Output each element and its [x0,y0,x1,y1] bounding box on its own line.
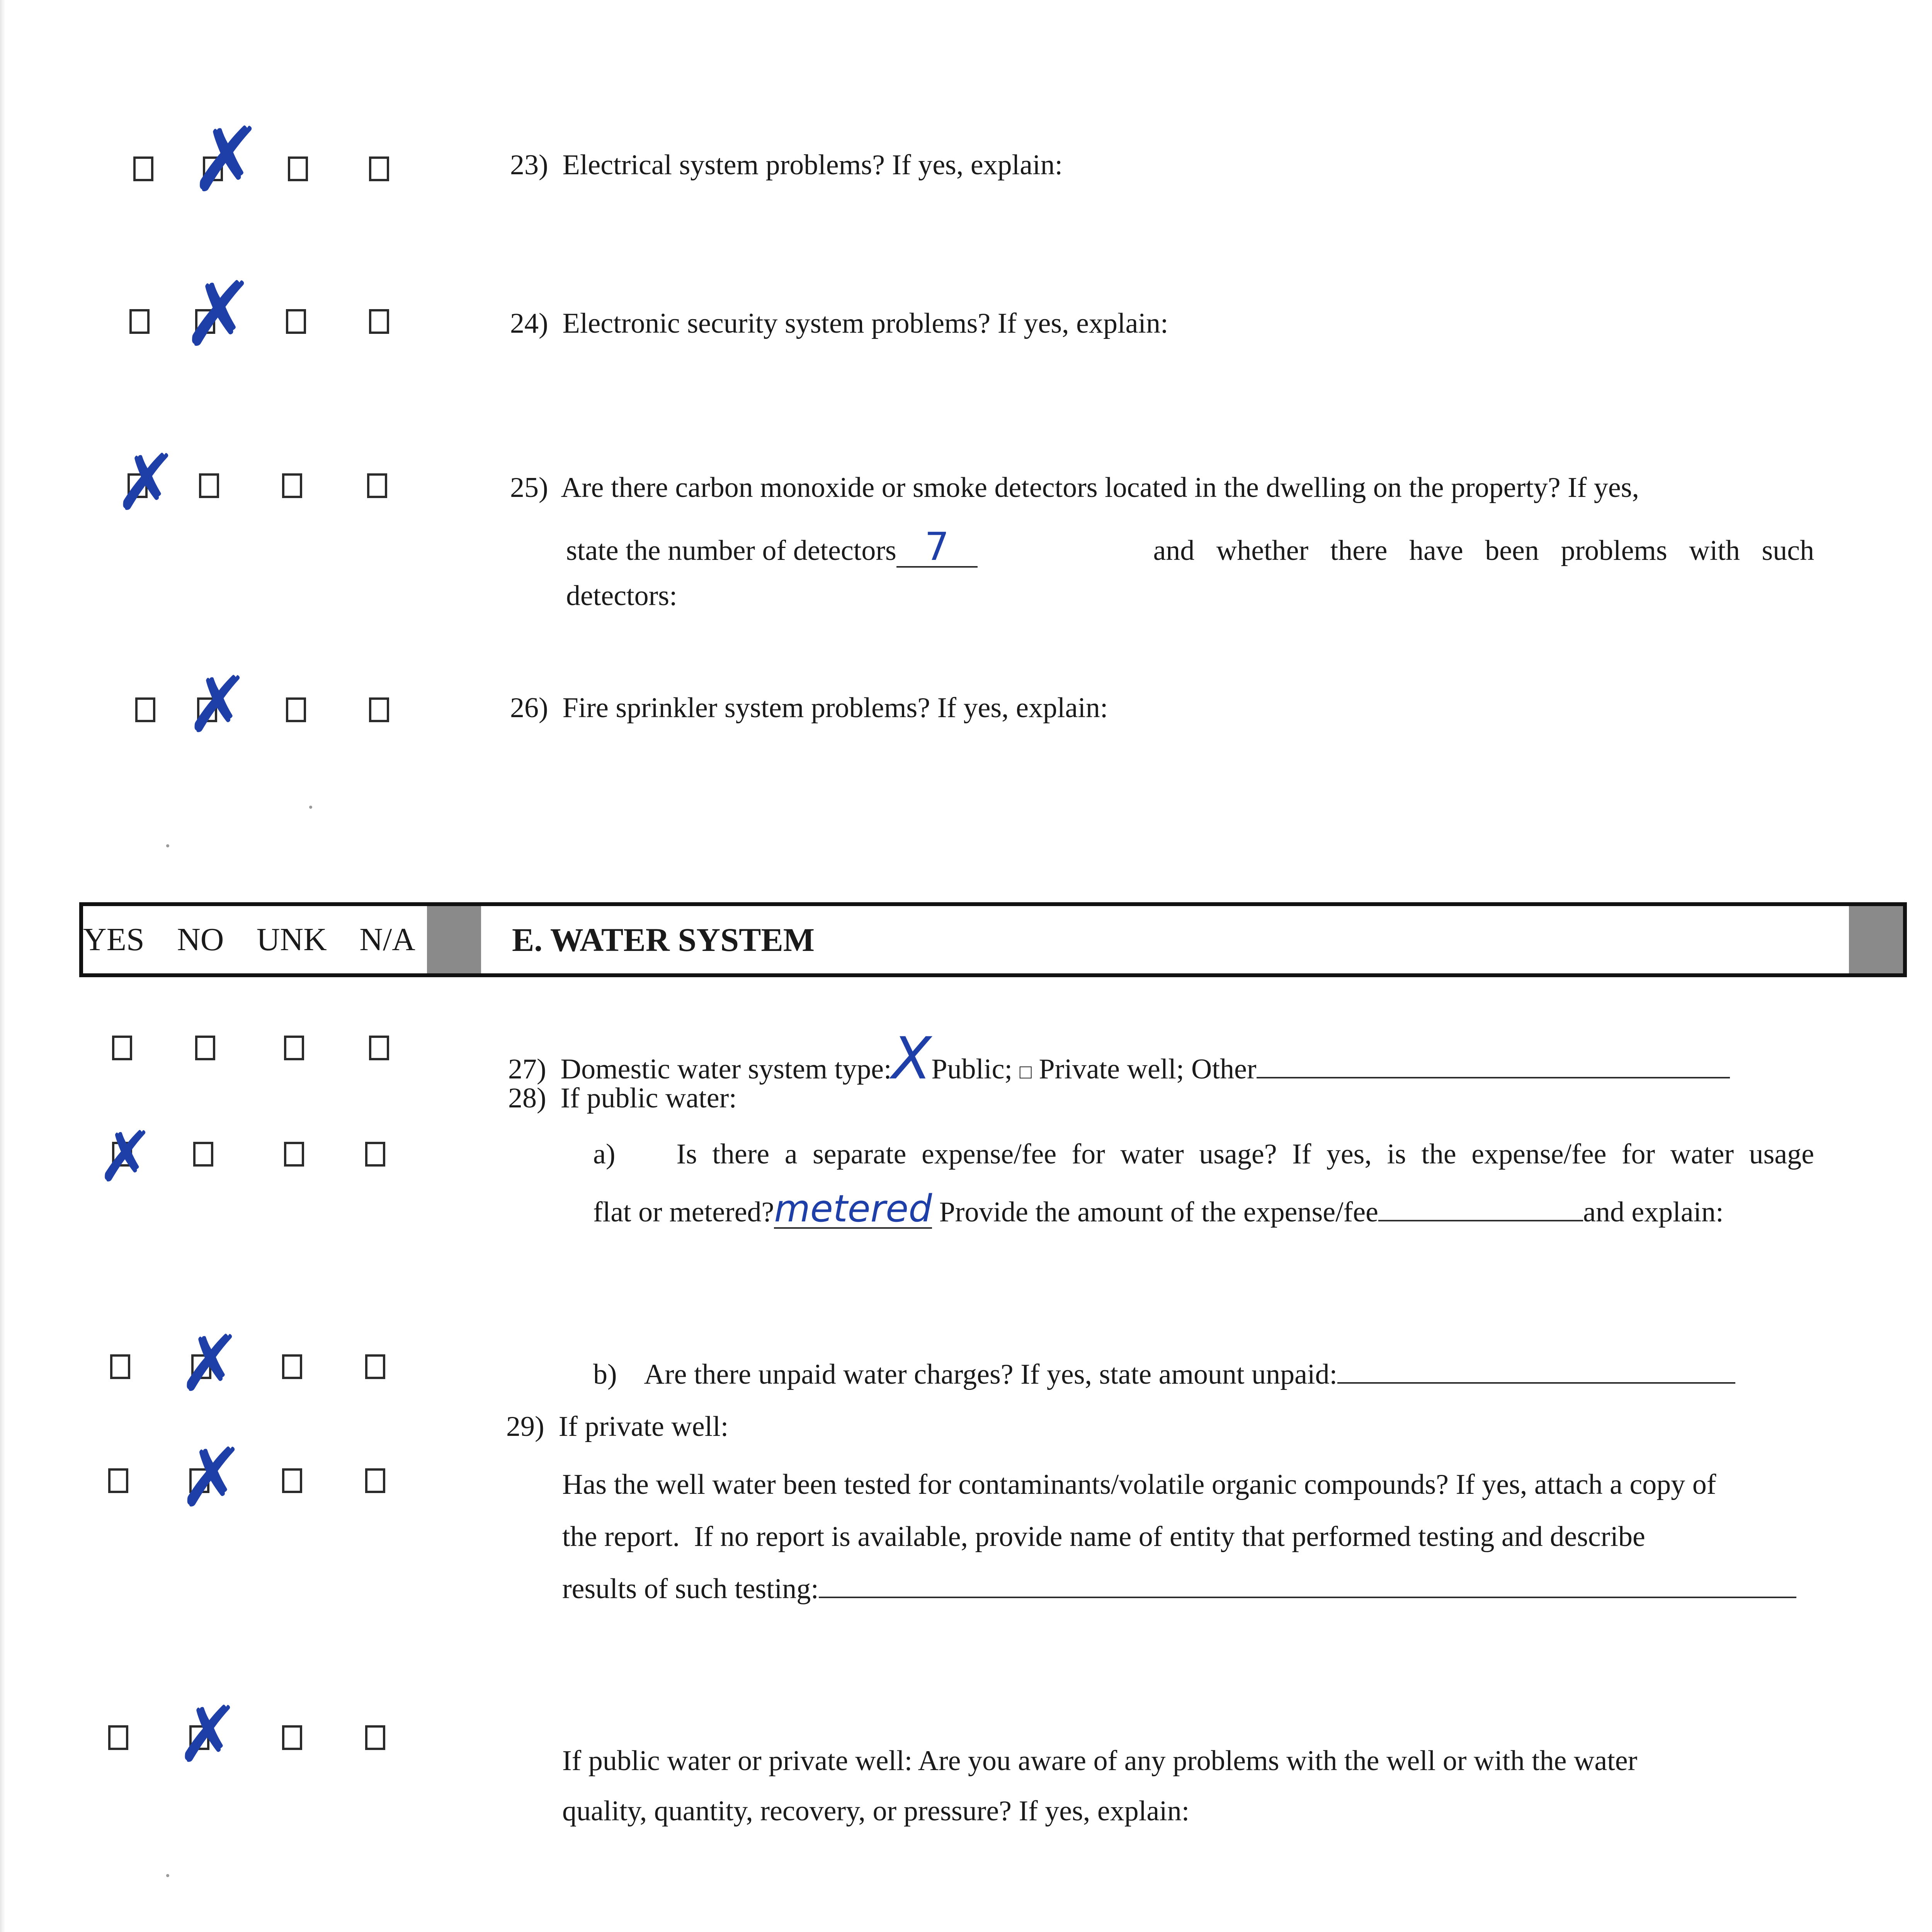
section-title: E. WATER SYSTEM [512,921,815,958]
column-header-unk: UNK [256,922,327,957]
checkbox-unk[interactable] [286,697,306,722]
checkbox-unk[interactable] [286,309,306,334]
check-mark: ✗ [114,438,179,528]
question-27-text [508,1025,1730,1092]
checkbox-unk[interactable] [282,1354,302,1379]
question-29-text: 29) If private well: [506,1411,729,1442]
checkbox-na[interactable] [369,1036,389,1060]
checkbox-na[interactable] [367,473,387,498]
checkbox-unk[interactable] [282,1725,302,1750]
checkbox-yes[interactable] [135,697,155,722]
checkbox-unk[interactable] [284,1036,304,1060]
header-shade-block [1849,906,1903,973]
checkbox-unk[interactable] [288,156,308,181]
scan-speck [309,806,312,809]
column-header-yes: YES [83,922,145,957]
checkbox-yes[interactable] [133,156,153,181]
detector-count-label: state the number of detectors [566,535,896,566]
checkbox-unk[interactable] [284,1142,304,1167]
question-29-line-3 [562,1575,1796,1603]
detector-count-answer: 7 [924,524,949,569]
flat-or-metered-blank[interactable] [774,1187,932,1230]
check-mark: ✗ [97,1117,155,1197]
answer-column-headers [83,906,423,973]
private-well-option-label: Private well; Other [1039,1053,1257,1085]
question-29-line-2: the report. If no report is available, provide name of entity that performed testing and describe [562,1521,1645,1553]
header-shade-block [427,906,481,973]
explain-label: and explain: [1583,1196,1724,1228]
checkbox-na[interactable] [365,1354,385,1379]
unpaid-amount-blank[interactable] [1337,1382,1735,1384]
check-mark: ✗ [176,1690,241,1780]
flat-or-metered-answer: metered [774,1187,932,1230]
expense-amount-label: Provide the amount of the expense/fee [939,1196,1378,1228]
checkbox-yes[interactable] [108,1468,128,1493]
detector-count-blank[interactable] [896,524,978,569]
checkbox-na[interactable] [365,1725,385,1750]
question-25-line-2 [566,524,1814,569]
question-24-text: 24) Electronic security system problems? If yes, explain: [510,308,1168,339]
question-28a-line-2 [593,1187,1724,1230]
checkbox-yes[interactable] [108,1725,128,1750]
checkbox-na[interactable] [365,1142,385,1167]
question-28-text: 28) If public water: [508,1082,737,1114]
section-header-water-system [79,902,1907,977]
scan-speck [166,844,169,847]
checkbox-no[interactable] [199,473,219,498]
scan-speck [166,1874,169,1877]
checkbox-yes[interactable] [129,309,150,334]
check-mark: ✗ [182,263,256,366]
check-mark: ✗ [185,660,250,750]
question-23-text: 23) Electrical system problems? If yes, explain: [510,149,1063,181]
checkbox-na[interactable] [365,1468,385,1493]
check-mark: ✗ [178,1319,243,1409]
checkbox-na[interactable] [369,156,389,181]
question-28b-text [593,1360,1735,1389]
question-25-line-1: 25) Are there carbon monoxide or smoke detectors located in the dwelling on the property? If yes, [510,472,1639,503]
checkbox-unk[interactable] [282,473,302,498]
checkbox-yes[interactable] [112,1036,132,1060]
scan-edge-shadow [0,0,5,1932]
check-mark: ✗ [178,1430,246,1525]
question-30-line-2: quality, quantity, recovery, or pressure? If yes, explain: [562,1795,1190,1827]
check-mark: ✗ [189,109,264,212]
question-30-line-1: If public water or private well: Are you aware of any problems with the well or with the water [562,1745,1638,1777]
column-header-no: NO [177,922,224,957]
question-29-line-1: Has the well water been tested for contaminants/volatile organic compounds? If yes, attach a copy of [562,1469,1716,1500]
column-header-na: N/A [359,922,415,957]
checkbox-na[interactable] [369,697,389,722]
public-option-label: Public; [931,1053,1013,1085]
flat-or-metered-label: flat or metered? [593,1196,774,1228]
public-water-mark: X [891,1025,932,1092]
checkbox-no[interactable] [195,1036,215,1060]
question-25-line-2-rest: and whether there have been problems with such [1153,535,1814,566]
checkbox-yes[interactable] [110,1354,130,1379]
checkbox-no[interactable] [193,1142,213,1167]
question-27-label: 27) Domestic water system type: [508,1053,892,1085]
checkbox-unk[interactable] [282,1468,302,1493]
other-water-type-blank[interactable] [1257,1077,1730,1078]
unpaid-charges-label: b) Are there unpaid water charges? If yes, state amount unpaid: [593,1359,1338,1390]
testing-results-label: results of such testing: [562,1573,819,1605]
testing-results-blank[interactable] [819,1597,1796,1598]
question-25-line-3: detectors: [566,580,677,612]
question-26-text: 26) Fire sprinkler system problems? If yes, explain: [510,692,1108,724]
private-well-checkbox[interactable]: □ [1019,1061,1032,1083]
question-25-line-2-lead [566,524,978,569]
question-28a-line-1: a) Is there a separate expense/fee for water usage? If yes, is the expense/fee for water usage [593,1138,1814,1170]
checkbox-na[interactable] [369,309,389,334]
expense-amount-blank[interactable] [1378,1220,1583,1221]
